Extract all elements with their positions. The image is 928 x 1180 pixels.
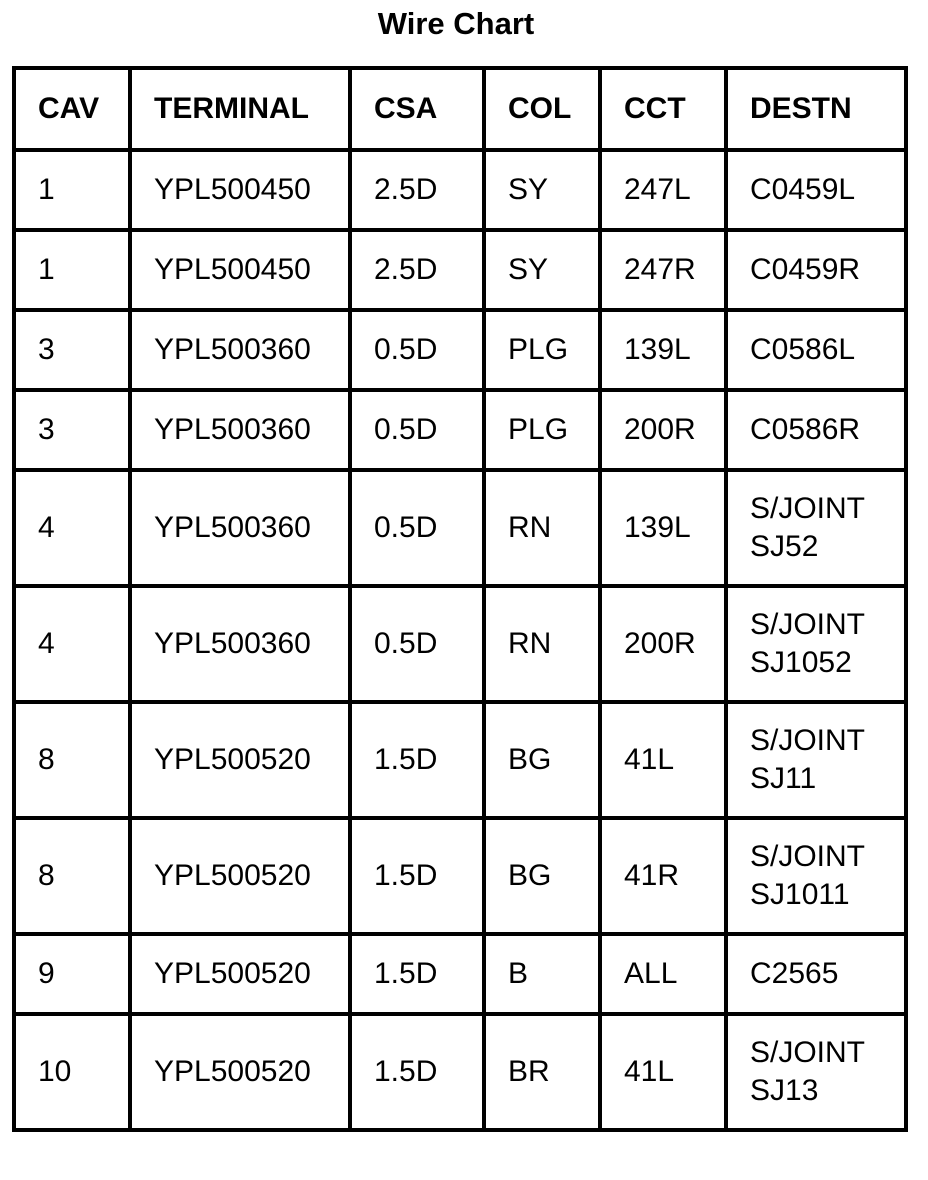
table-row bbox=[14, 934, 906, 1014]
cell-csa: 0.5D bbox=[350, 586, 484, 702]
cell-cct: 247R bbox=[600, 230, 726, 310]
cell-col: SY bbox=[484, 230, 600, 310]
cell-destn bbox=[726, 702, 906, 818]
destn-line: SJ11 bbox=[750, 762, 817, 795]
cell-col: BG bbox=[484, 702, 600, 818]
cell-destn bbox=[726, 934, 906, 1014]
destn-line: C0459R bbox=[750, 253, 861, 286]
destn-line: SJ52 bbox=[750, 530, 819, 563]
cell-cav: 8 bbox=[14, 818, 130, 934]
cell-col: BR bbox=[484, 1014, 600, 1130]
cell-cct: 200R bbox=[600, 390, 726, 470]
cell-cct: 247L bbox=[600, 150, 726, 230]
cell-destn bbox=[726, 390, 906, 470]
cell-col: RN bbox=[484, 586, 600, 702]
cell-col: RN bbox=[484, 470, 600, 586]
table-row bbox=[14, 230, 906, 310]
header-row bbox=[14, 68, 906, 150]
destn-line: C0459L bbox=[750, 173, 856, 206]
cell-destn bbox=[726, 1014, 906, 1130]
destn-line: S/JOINT bbox=[750, 1036, 866, 1069]
cell-terminal: YPL500520 bbox=[130, 818, 350, 934]
cell-cct: 200R bbox=[600, 586, 726, 702]
cell-cav: 9 bbox=[14, 934, 130, 1014]
cell-csa: 2.5D bbox=[350, 150, 484, 230]
destn-line: SJ1011 bbox=[750, 878, 850, 911]
cell-col: SY bbox=[484, 150, 600, 230]
cell-destn bbox=[726, 586, 906, 702]
header-col: COL bbox=[484, 68, 600, 150]
cell-terminal: YPL500450 bbox=[130, 150, 350, 230]
header-destn: DESTN bbox=[726, 68, 906, 150]
table-row bbox=[14, 150, 906, 230]
cell-csa: 1.5D bbox=[350, 934, 484, 1014]
header-cct: CCT bbox=[600, 68, 726, 150]
cell-cct: 41R bbox=[600, 818, 726, 934]
header-cav: CAV bbox=[14, 68, 130, 150]
cell-cav: 1 bbox=[14, 230, 130, 310]
cell-cav: 4 bbox=[14, 586, 130, 702]
destn-line: SJ1052 bbox=[750, 646, 852, 679]
cell-csa: 1.5D bbox=[350, 1014, 484, 1130]
wire-chart-table bbox=[12, 66, 908, 1132]
header-csa: CSA bbox=[350, 68, 484, 150]
cell-cav: 3 bbox=[14, 390, 130, 470]
cell-destn bbox=[726, 470, 906, 586]
destn-line: S/JOINT bbox=[750, 492, 866, 525]
cell-terminal: YPL500360 bbox=[130, 586, 350, 702]
cell-cav: 4 bbox=[14, 470, 130, 586]
cell-terminal: YPL500450 bbox=[130, 230, 350, 310]
destn-line: S/JOINT bbox=[750, 608, 866, 641]
cell-col: BG bbox=[484, 818, 600, 934]
destn-line: S/JOINT bbox=[750, 724, 866, 757]
cell-destn bbox=[726, 310, 906, 390]
table-row bbox=[14, 1014, 906, 1130]
cell-destn bbox=[726, 818, 906, 934]
cell-destn bbox=[726, 230, 906, 310]
destn-line: C0586L bbox=[750, 333, 856, 366]
cell-terminal: YPL500360 bbox=[130, 390, 350, 470]
cell-cav: 1 bbox=[14, 150, 130, 230]
cell-cav: 10 bbox=[14, 1014, 130, 1130]
header-terminal: TERMINAL bbox=[130, 68, 350, 150]
cell-col: PLG bbox=[484, 390, 600, 470]
cell-col: PLG bbox=[484, 310, 600, 390]
cell-csa: 0.5D bbox=[350, 390, 484, 470]
cell-cav: 8 bbox=[14, 702, 130, 818]
cell-terminal: YPL500360 bbox=[130, 470, 350, 586]
table-row bbox=[14, 702, 906, 818]
cell-cav: 3 bbox=[14, 310, 130, 390]
cell-destn bbox=[726, 150, 906, 230]
table-row bbox=[14, 390, 906, 470]
table-row bbox=[14, 470, 906, 586]
cell-terminal: YPL500360 bbox=[130, 310, 350, 390]
table-body bbox=[14, 150, 906, 1130]
table-row bbox=[14, 586, 906, 702]
cell-terminal: YPL500520 bbox=[130, 1014, 350, 1130]
cell-cct: 41L bbox=[600, 1014, 726, 1130]
page-title: Wire Chart bbox=[377, 6, 535, 41]
destn-line: S/JOINT bbox=[750, 840, 866, 873]
destn-line: C0586R bbox=[750, 413, 861, 446]
cell-cct: 139L bbox=[600, 310, 726, 390]
cell-csa: 1.5D bbox=[350, 702, 484, 818]
cell-cct: 139L bbox=[600, 470, 726, 586]
cell-col: B bbox=[484, 934, 600, 1014]
cell-csa: 1.5D bbox=[350, 818, 484, 934]
cell-csa: 2.5D bbox=[350, 230, 484, 310]
cell-terminal: YPL500520 bbox=[130, 934, 350, 1014]
cell-cct: 41L bbox=[600, 702, 726, 818]
destn-line: C2565 bbox=[750, 957, 839, 990]
cell-csa: 0.5D bbox=[350, 310, 484, 390]
table-row bbox=[14, 818, 906, 934]
cell-cct: ALL bbox=[600, 934, 726, 1014]
cell-terminal: YPL500520 bbox=[130, 702, 350, 818]
destn-line: SJ13 bbox=[750, 1074, 819, 1107]
table-row bbox=[14, 310, 906, 390]
cell-csa: 0.5D bbox=[350, 470, 484, 586]
